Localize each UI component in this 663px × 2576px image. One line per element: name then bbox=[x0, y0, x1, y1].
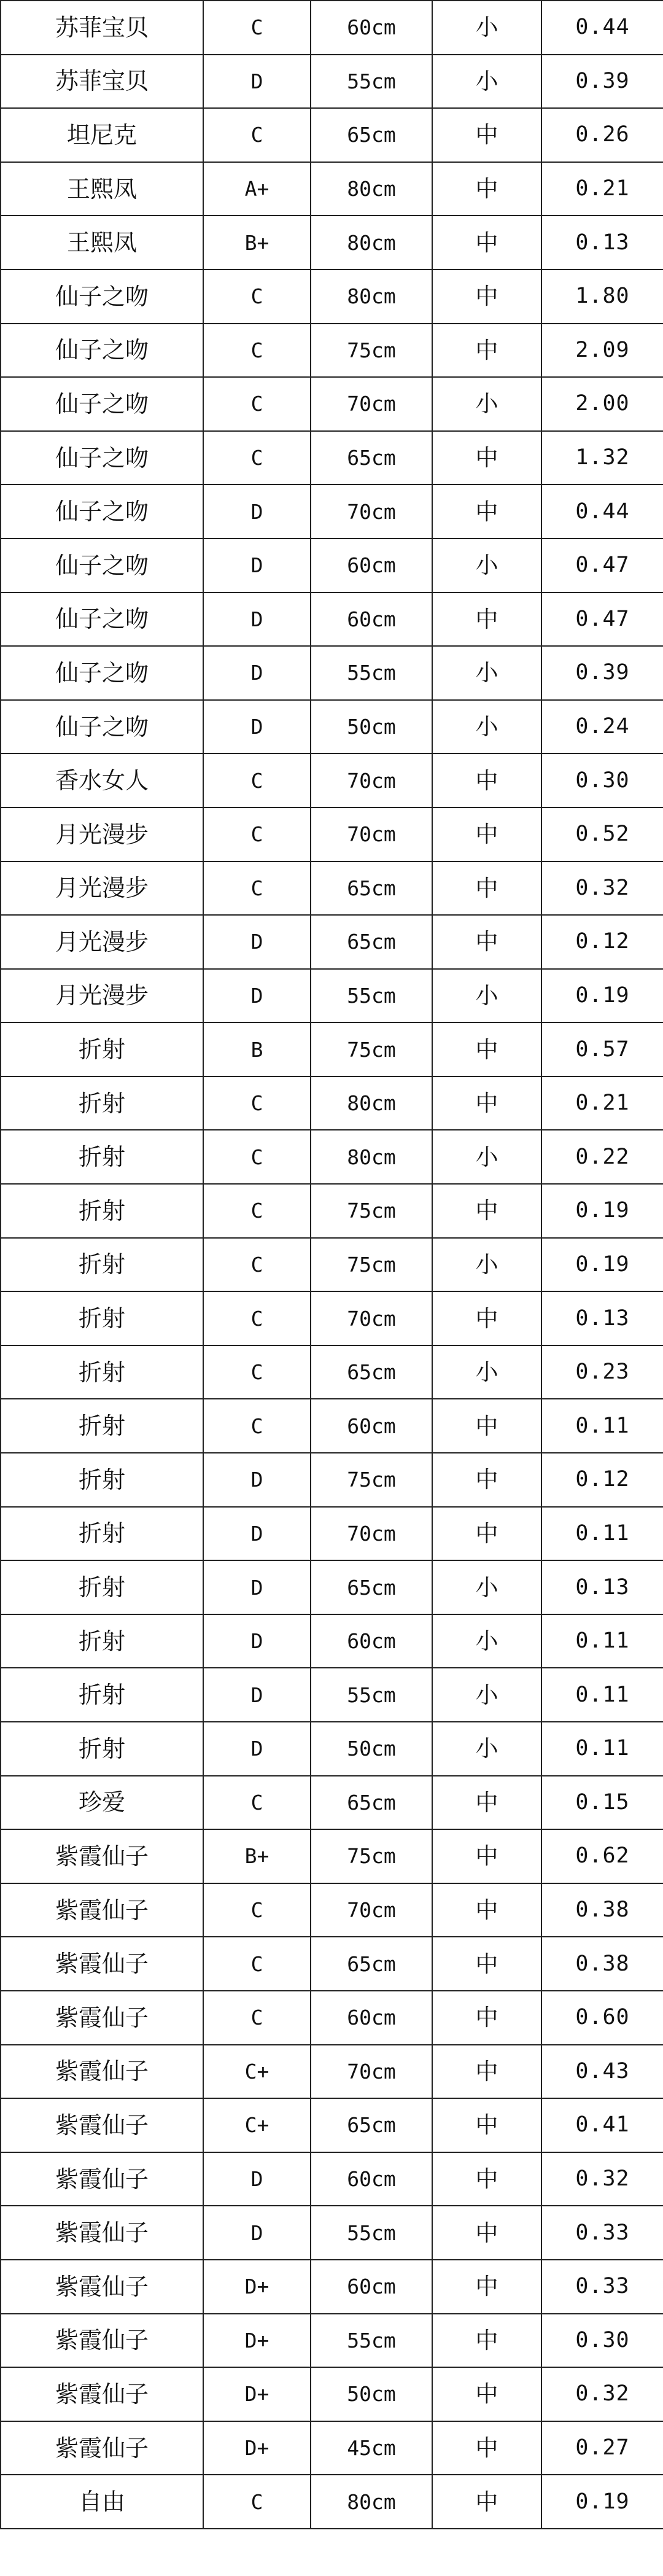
grade-cell: C bbox=[203, 1776, 311, 1830]
size-cell: 中 bbox=[432, 2421, 541, 2475]
table-row bbox=[1, 1722, 663, 1776]
grade-cell: C bbox=[203, 324, 311, 378]
variety-cell: 仙子之吻 bbox=[1, 539, 203, 593]
length-cell: 70cm bbox=[311, 753, 432, 807]
length-cell: 60cm bbox=[311, 1991, 432, 2045]
grade-cell: D bbox=[203, 1722, 311, 1776]
size-cell: 中 bbox=[432, 1829, 541, 1883]
size-cell: 中 bbox=[432, 1883, 541, 1937]
length-cell: 65cm bbox=[311, 1560, 432, 1614]
length-cell: 65cm bbox=[311, 2098, 432, 2152]
value-cell: 0.38 bbox=[541, 1937, 663, 1991]
variety-cell: 紫霞仙子 bbox=[1, 1883, 203, 1937]
length-cell: 65cm bbox=[311, 1345, 432, 1399]
table-row bbox=[1, 377, 663, 431]
size-cell: 中 bbox=[432, 2475, 541, 2529]
length-cell: 80cm bbox=[311, 1130, 432, 1184]
value-cell: 0.38 bbox=[541, 1883, 663, 1937]
value-cell: 0.21 bbox=[541, 1076, 663, 1130]
length-cell: 65cm bbox=[311, 915, 432, 969]
value-cell: 0.11 bbox=[541, 1507, 663, 1561]
size-cell: 小 bbox=[432, 377, 541, 431]
size-cell: 小 bbox=[432, 1130, 541, 1184]
variety-cell: 珍爱 bbox=[1, 1776, 203, 1830]
value-cell: 0.11 bbox=[541, 1399, 663, 1453]
value-cell: 0.33 bbox=[541, 2260, 663, 2314]
variety-cell: 折射 bbox=[1, 1722, 203, 1776]
size-cell: 小 bbox=[432, 1, 541, 55]
variety-cell: 月光漫步 bbox=[1, 862, 203, 916]
table-row bbox=[1, 1453, 663, 1507]
grade-cell: D bbox=[203, 700, 311, 754]
length-cell: 75cm bbox=[311, 324, 432, 378]
length-cell: 65cm bbox=[311, 1937, 432, 1991]
size-cell: 中 bbox=[432, 2045, 541, 2099]
value-cell: 0.15 bbox=[541, 1776, 663, 1830]
table-row bbox=[1, 108, 663, 162]
grade-cell: D+ bbox=[203, 2260, 311, 2314]
value-cell: 0.11 bbox=[541, 1668, 663, 1722]
length-cell: 60cm bbox=[311, 593, 432, 647]
size-cell: 中 bbox=[432, 1184, 541, 1238]
length-cell: 70cm bbox=[311, 2045, 432, 2099]
grade-cell: C+ bbox=[203, 2045, 311, 2099]
size-cell: 中 bbox=[432, 1776, 541, 1830]
table-row bbox=[1, 2152, 663, 2206]
length-cell: 60cm bbox=[311, 1399, 432, 1453]
length-cell: 75cm bbox=[311, 1453, 432, 1507]
variety-cell: 紫霞仙子 bbox=[1, 2206, 203, 2260]
variety-cell: 仙子之吻 bbox=[1, 377, 203, 431]
length-cell: 65cm bbox=[311, 108, 432, 162]
value-cell: 0.43 bbox=[541, 2045, 663, 2099]
value-cell: 0.24 bbox=[541, 700, 663, 754]
table-row bbox=[1, 1937, 663, 1991]
size-cell: 中 bbox=[432, 216, 541, 270]
variety-cell: 坦尼克 bbox=[1, 108, 203, 162]
size-cell: 中 bbox=[432, 1937, 541, 1991]
variety-cell: 折射 bbox=[1, 1238, 203, 1292]
table-row bbox=[1, 270, 663, 324]
grade-cell: D bbox=[203, 1614, 311, 1668]
table-row bbox=[1, 1291, 663, 1345]
variety-cell: 月光漫步 bbox=[1, 915, 203, 969]
grade-cell: D+ bbox=[203, 2367, 311, 2421]
length-cell: 75cm bbox=[311, 1184, 432, 1238]
grade-cell: C bbox=[203, 431, 311, 485]
size-cell: 中 bbox=[432, 753, 541, 807]
grade-cell: C bbox=[203, 1238, 311, 1292]
grade-cell: C bbox=[203, 1883, 311, 1937]
grade-cell: C bbox=[203, 1, 311, 55]
value-cell: 0.21 bbox=[541, 162, 663, 216]
variety-cell: 紫霞仙子 bbox=[1, 2045, 203, 2099]
table-row bbox=[1, 1614, 663, 1668]
size-cell: 中 bbox=[432, 162, 541, 216]
grade-cell: B+ bbox=[203, 216, 311, 270]
length-cell: 55cm bbox=[311, 2314, 432, 2368]
size-cell: 中 bbox=[432, 862, 541, 916]
variety-cell: 折射 bbox=[1, 1507, 203, 1561]
value-cell: 0.39 bbox=[541, 646, 663, 700]
length-cell: 70cm bbox=[311, 1291, 432, 1345]
length-cell: 60cm bbox=[311, 2152, 432, 2206]
size-cell: 中 bbox=[432, 2260, 541, 2314]
size-cell: 小 bbox=[432, 1668, 541, 1722]
value-cell: 0.33 bbox=[541, 2206, 663, 2260]
table-row bbox=[1, 1668, 663, 1722]
grade-cell: D bbox=[203, 969, 311, 1023]
value-cell: 0.62 bbox=[541, 1829, 663, 1883]
variety-cell: 王熙凤 bbox=[1, 162, 203, 216]
variety-cell: 王熙凤 bbox=[1, 216, 203, 270]
size-cell: 中 bbox=[432, 1991, 541, 2045]
variety-cell: 折射 bbox=[1, 1614, 203, 1668]
grade-cell: C bbox=[203, 2475, 311, 2529]
value-cell: 0.41 bbox=[541, 2098, 663, 2152]
table-row bbox=[1, 969, 663, 1023]
table-row bbox=[1, 1991, 663, 2045]
length-cell: 75cm bbox=[311, 1829, 432, 1883]
grade-cell: C+ bbox=[203, 2098, 311, 2152]
length-cell: 55cm bbox=[311, 646, 432, 700]
grade-cell: C bbox=[203, 807, 311, 862]
value-cell: 0.47 bbox=[541, 539, 663, 593]
variety-cell: 仙子之吻 bbox=[1, 324, 203, 378]
grade-cell: C bbox=[203, 1130, 311, 1184]
length-cell: 70cm bbox=[311, 1507, 432, 1561]
size-cell: 小 bbox=[432, 1560, 541, 1614]
length-cell: 50cm bbox=[311, 700, 432, 754]
value-cell: 1.32 bbox=[541, 431, 663, 485]
grade-cell: C bbox=[203, 1399, 311, 1453]
length-cell: 80cm bbox=[311, 1076, 432, 1130]
variety-cell: 紫霞仙子 bbox=[1, 2367, 203, 2421]
size-cell: 中 bbox=[432, 2314, 541, 2368]
variety-cell: 月光漫步 bbox=[1, 807, 203, 862]
table-row bbox=[1, 1238, 663, 1292]
table-row bbox=[1, 2098, 663, 2152]
variety-cell: 折射 bbox=[1, 1668, 203, 1722]
length-cell: 75cm bbox=[311, 1238, 432, 1292]
grade-cell: D bbox=[203, 1560, 311, 1614]
value-cell: 0.60 bbox=[541, 1991, 663, 2045]
variety-cell: 折射 bbox=[1, 1076, 203, 1130]
table-row bbox=[1, 1, 663, 55]
value-cell: 0.52 bbox=[541, 807, 663, 862]
value-cell: 0.11 bbox=[541, 1722, 663, 1776]
value-cell: 0.44 bbox=[541, 484, 663, 539]
table-row bbox=[1, 2421, 663, 2475]
table-row bbox=[1, 162, 663, 216]
table-row bbox=[1, 1076, 663, 1130]
length-cell: 70cm bbox=[311, 1883, 432, 1937]
table-row bbox=[1, 593, 663, 647]
variety-cell: 折射 bbox=[1, 1022, 203, 1076]
length-cell: 70cm bbox=[311, 484, 432, 539]
grade-cell: D+ bbox=[203, 2314, 311, 2368]
grade-cell: D bbox=[203, 1453, 311, 1507]
variety-cell: 仙子之吻 bbox=[1, 270, 203, 324]
length-cell: 80cm bbox=[311, 2475, 432, 2529]
table-row bbox=[1, 1560, 663, 1614]
size-cell: 中 bbox=[432, 324, 541, 378]
table-row bbox=[1, 1184, 663, 1238]
variety-cell: 紫霞仙子 bbox=[1, 2314, 203, 2368]
table-row bbox=[1, 2260, 663, 2314]
variety-cell: 月光漫步 bbox=[1, 969, 203, 1023]
variety-cell: 自由 bbox=[1, 2475, 203, 2529]
variety-cell: 折射 bbox=[1, 1130, 203, 1184]
table-row bbox=[1, 484, 663, 539]
length-cell: 65cm bbox=[311, 862, 432, 916]
variety-cell: 紫霞仙子 bbox=[1, 2260, 203, 2314]
size-cell: 小 bbox=[432, 700, 541, 754]
table-row bbox=[1, 1829, 663, 1883]
table-row bbox=[1, 216, 663, 270]
length-cell: 45cm bbox=[311, 2421, 432, 2475]
length-cell: 70cm bbox=[311, 377, 432, 431]
variety-cell: 苏菲宝贝 bbox=[1, 55, 203, 109]
size-cell: 中 bbox=[432, 270, 541, 324]
value-cell: 2.00 bbox=[541, 377, 663, 431]
length-cell: 75cm bbox=[311, 1022, 432, 1076]
size-cell: 小 bbox=[432, 1722, 541, 1776]
length-cell: 70cm bbox=[311, 807, 432, 862]
length-cell: 60cm bbox=[311, 2260, 432, 2314]
table-row bbox=[1, 2314, 663, 2368]
length-cell: 55cm bbox=[311, 55, 432, 109]
value-cell: 0.12 bbox=[541, 1453, 663, 1507]
grade-cell: C bbox=[203, 1076, 311, 1130]
table-row bbox=[1, 2475, 663, 2529]
table-row bbox=[1, 753, 663, 807]
table-body bbox=[1, 1, 663, 2529]
variety-cell: 折射 bbox=[1, 1345, 203, 1399]
size-cell: 中 bbox=[432, 2206, 541, 2260]
length-cell: 60cm bbox=[311, 1, 432, 55]
length-cell: 80cm bbox=[311, 216, 432, 270]
value-cell: 0.19 bbox=[541, 1184, 663, 1238]
table-row bbox=[1, 324, 663, 378]
table-row bbox=[1, 915, 663, 969]
value-cell: 0.32 bbox=[541, 862, 663, 916]
grade-cell: C bbox=[203, 1291, 311, 1345]
size-cell: 中 bbox=[432, 593, 541, 647]
grade-cell: C bbox=[203, 1184, 311, 1238]
grade-cell: D bbox=[203, 55, 311, 109]
variety-cell: 紫霞仙子 bbox=[1, 1937, 203, 1991]
size-cell: 小 bbox=[432, 539, 541, 593]
value-cell: 0.32 bbox=[541, 2152, 663, 2206]
value-cell: 2.09 bbox=[541, 324, 663, 378]
grade-cell: D bbox=[203, 484, 311, 539]
table-row bbox=[1, 1883, 663, 1937]
size-cell: 中 bbox=[432, 431, 541, 485]
value-cell: 0.11 bbox=[541, 1614, 663, 1668]
grade-cell: C bbox=[203, 1345, 311, 1399]
grade-cell: D bbox=[203, 2152, 311, 2206]
value-cell: 0.19 bbox=[541, 969, 663, 1023]
table-row bbox=[1, 1022, 663, 1076]
size-cell: 中 bbox=[432, 1453, 541, 1507]
value-cell: 0.13 bbox=[541, 1291, 663, 1345]
variety-cell: 折射 bbox=[1, 1560, 203, 1614]
size-cell: 中 bbox=[432, 1076, 541, 1130]
variety-cell: 仙子之吻 bbox=[1, 431, 203, 485]
variety-cell: 紫霞仙子 bbox=[1, 2421, 203, 2475]
value-cell: 0.19 bbox=[541, 1238, 663, 1292]
variety-cell: 折射 bbox=[1, 1291, 203, 1345]
grade-cell: A+ bbox=[203, 162, 311, 216]
table-row bbox=[1, 1507, 663, 1561]
table-row bbox=[1, 807, 663, 862]
value-cell: 0.13 bbox=[541, 216, 663, 270]
size-cell: 小 bbox=[432, 969, 541, 1023]
table-row bbox=[1, 646, 663, 700]
size-cell: 中 bbox=[432, 1022, 541, 1076]
variety-cell: 紫霞仙子 bbox=[1, 1829, 203, 1883]
table-row bbox=[1, 1130, 663, 1184]
length-cell: 55cm bbox=[311, 2206, 432, 2260]
grade-cell: D+ bbox=[203, 2421, 311, 2475]
size-cell: 中 bbox=[432, 1291, 541, 1345]
table-row bbox=[1, 431, 663, 485]
variety-cell: 苏菲宝贝 bbox=[1, 1, 203, 55]
variety-cell: 仙子之吻 bbox=[1, 484, 203, 539]
size-cell: 小 bbox=[432, 55, 541, 109]
size-cell: 中 bbox=[432, 2367, 541, 2421]
variety-cell: 紫霞仙子 bbox=[1, 2098, 203, 2152]
value-cell: 0.47 bbox=[541, 593, 663, 647]
grade-cell: D bbox=[203, 593, 311, 647]
table-row bbox=[1, 2367, 663, 2421]
table-row bbox=[1, 2206, 663, 2260]
value-cell: 0.39 bbox=[541, 55, 663, 109]
length-cell: 50cm bbox=[311, 1722, 432, 1776]
length-cell: 80cm bbox=[311, 162, 432, 216]
table-row bbox=[1, 539, 663, 593]
grade-cell: D bbox=[203, 2206, 311, 2260]
variety-cell: 紫霞仙子 bbox=[1, 1991, 203, 2045]
size-cell: 小 bbox=[432, 1614, 541, 1668]
variety-cell: 折射 bbox=[1, 1399, 203, 1453]
length-cell: 65cm bbox=[311, 1776, 432, 1830]
size-cell: 中 bbox=[432, 915, 541, 969]
table-row bbox=[1, 1776, 663, 1830]
value-cell: 0.30 bbox=[541, 753, 663, 807]
value-cell: 1.80 bbox=[541, 270, 663, 324]
value-cell: 0.22 bbox=[541, 1130, 663, 1184]
value-cell: 0.27 bbox=[541, 2421, 663, 2475]
size-cell: 中 bbox=[432, 1507, 541, 1561]
size-cell: 小 bbox=[432, 1238, 541, 1292]
variety-cell: 折射 bbox=[1, 1453, 203, 1507]
variety-cell: 折射 bbox=[1, 1184, 203, 1238]
grade-cell: C bbox=[203, 1991, 311, 2045]
length-cell: 60cm bbox=[311, 1614, 432, 1668]
value-cell: 0.19 bbox=[541, 2475, 663, 2529]
variety-cell: 香水女人 bbox=[1, 753, 203, 807]
value-cell: 0.32 bbox=[541, 2367, 663, 2421]
size-cell: 中 bbox=[432, 1399, 541, 1453]
size-cell: 小 bbox=[432, 646, 541, 700]
size-cell: 小 bbox=[432, 1345, 541, 1399]
table-row bbox=[1, 1345, 663, 1399]
grade-cell: C bbox=[203, 862, 311, 916]
value-cell: 0.44 bbox=[541, 1, 663, 55]
value-cell: 0.23 bbox=[541, 1345, 663, 1399]
table-row bbox=[1, 2045, 663, 2099]
length-cell: 65cm bbox=[311, 431, 432, 485]
size-cell: 中 bbox=[432, 2098, 541, 2152]
grade-cell: D bbox=[203, 646, 311, 700]
table-row bbox=[1, 55, 663, 109]
grade-cell: C bbox=[203, 753, 311, 807]
grade-cell: C bbox=[203, 1937, 311, 1991]
grade-cell: D bbox=[203, 1507, 311, 1561]
grade-cell: C bbox=[203, 270, 311, 324]
variety-cell: 仙子之吻 bbox=[1, 700, 203, 754]
table-row bbox=[1, 700, 663, 754]
value-cell: 0.13 bbox=[541, 1560, 663, 1614]
grade-cell: B+ bbox=[203, 1829, 311, 1883]
length-cell: 55cm bbox=[311, 1668, 432, 1722]
size-cell: 中 bbox=[432, 807, 541, 862]
size-cell: 中 bbox=[432, 2152, 541, 2206]
length-cell: 55cm bbox=[311, 969, 432, 1023]
value-cell: 0.26 bbox=[541, 108, 663, 162]
grade-cell: C bbox=[203, 108, 311, 162]
grade-cell: D bbox=[203, 539, 311, 593]
grade-cell: D bbox=[203, 915, 311, 969]
value-cell: 0.57 bbox=[541, 1022, 663, 1076]
length-cell: 50cm bbox=[311, 2367, 432, 2421]
length-cell: 60cm bbox=[311, 539, 432, 593]
size-cell: 中 bbox=[432, 484, 541, 539]
table-row bbox=[1, 1399, 663, 1453]
grade-cell: D bbox=[203, 1668, 311, 1722]
variety-cell: 紫霞仙子 bbox=[1, 2152, 203, 2206]
grade-cell: C bbox=[203, 377, 311, 431]
grade-cell: B bbox=[203, 1022, 311, 1076]
length-cell: 80cm bbox=[311, 270, 432, 324]
value-cell: 0.30 bbox=[541, 2314, 663, 2368]
variety-cell: 仙子之吻 bbox=[1, 593, 203, 647]
value-cell: 0.12 bbox=[541, 915, 663, 969]
size-cell: 中 bbox=[432, 108, 541, 162]
table-row bbox=[1, 862, 663, 916]
variety-cell: 仙子之吻 bbox=[1, 646, 203, 700]
